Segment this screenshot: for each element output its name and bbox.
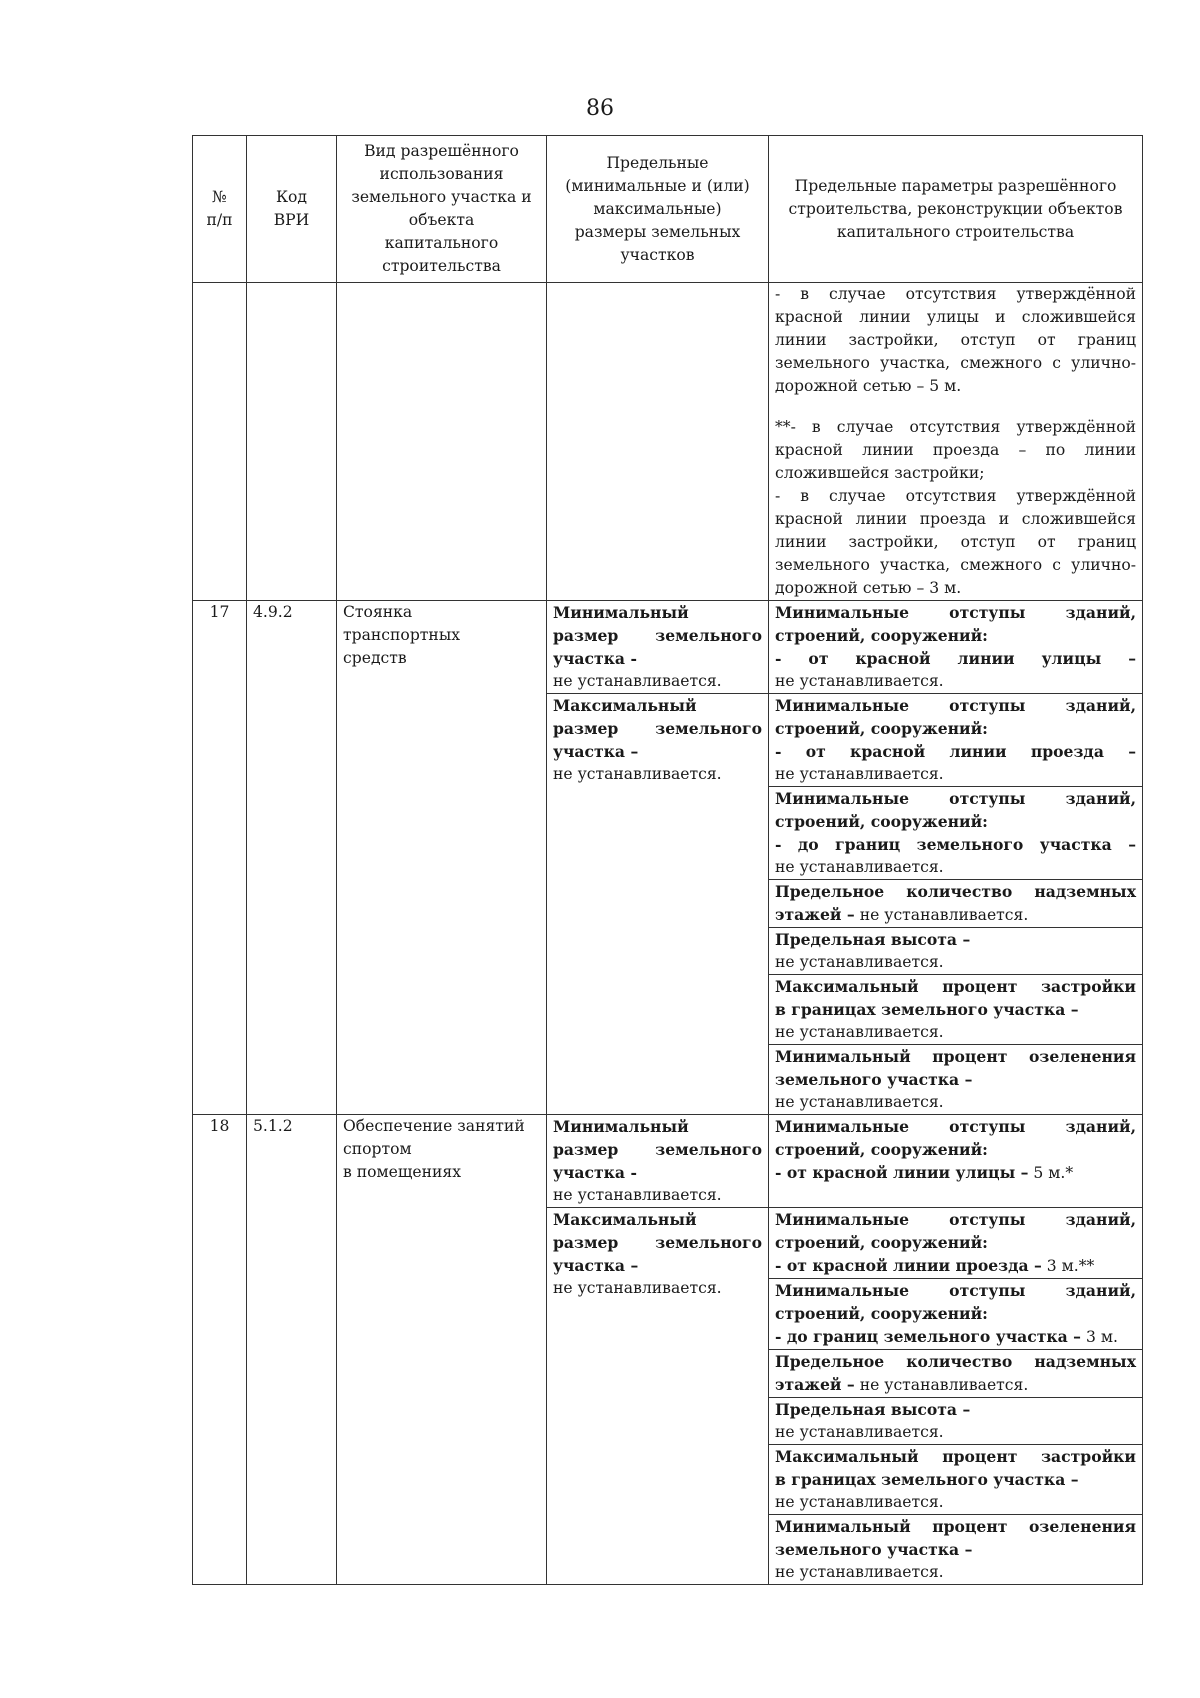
max-size-cell: Максимальный размер земельного участка – не устанавливается. (547, 694, 769, 1115)
page-number: 86 (586, 96, 614, 121)
param-cell: Минимальные отступы зданий, строений, сооружений: - от красной линии улицы – не устанавливается. (769, 601, 1143, 694)
table-header-row (193, 136, 1143, 283)
param-cell: Минимальные отступы зданий, строений, сооружений: - от красной линии улицы – 5 м.* (769, 1115, 1143, 1208)
continuation-row (193, 283, 1143, 601)
param-cell: Минимальные отступы зданий, строений, сооружений: - от красной линии проезда – 3 м.** (769, 1208, 1143, 1279)
header-use: Вид разрешённого использования земельного участка и объекта капитального строительства (337, 136, 547, 283)
row-num: 18 (193, 1115, 247, 1585)
row-num: 17 (193, 601, 247, 1115)
max-size-cell: Максимальный размер земельного участка – не устанавливается. (547, 1208, 769, 1585)
table-row (193, 601, 1143, 694)
param-cell: Минимальный процент озеленения земельного участка – не устанавливается. (769, 1515, 1143, 1585)
param-cell: Предельное количество надземных этажей – не устанавливается. (769, 1350, 1143, 1398)
row-use: Обеспечение занятий спортом в помещениях (337, 1115, 547, 1585)
param-cell: Минимальные отступы зданий, строений, сооружений: - до границ земельного участка – не устанавливается. (769, 787, 1143, 880)
regulations-table (192, 135, 1143, 1585)
param-cell: Максимальный процент застройки в границах земельного участка – не устанавливается. (769, 975, 1143, 1045)
row-code: 4.9.2 (247, 601, 337, 1115)
row-use: Стоянка транспортных средств (337, 601, 547, 1115)
param-cell: Минимальные отступы зданий, строений, сооружений: - до границ земельного участка – 3 м. (769, 1279, 1143, 1350)
param-cell: Максимальный процент застройки в границах земельного участка – не устанавливается. (769, 1445, 1143, 1515)
min-size-cell: Минимальный размер земельного участка - не устанавливается. (547, 1115, 769, 1208)
header-size: Предельные (минимальные и (или) максимальные) размеры земельных участков (547, 136, 769, 283)
param-cell: Минимальный процент озеленения земельного участка – не устанавливается. (769, 1045, 1143, 1115)
param-cell: Предельное количество надземных этажей – не устанавливается. (769, 880, 1143, 928)
param-cell: Минимальные отступы зданий, строений, сооружений: - от красной линии проезда – не устанавливается. (769, 694, 1143, 787)
header-code: Код ВРИ (247, 136, 337, 283)
min-size-cell: Минимальный размер земельного участка - не устанавливается. (547, 601, 769, 694)
param-cell: Предельная высота – не устанавливается. (769, 928, 1143, 975)
param-cell: Предельная высота – не устанавливается. (769, 1398, 1143, 1445)
header-params: Предельные параметры разрешённого строительства, реконструкции объектов капитального строительства (769, 136, 1143, 283)
continuation-note: - в случае отсутствия утверждённой красной линии улицы и сложившейся линии застройки, отступ от границ земельного участка, смежного с улично- дорожной сетью – 5 м. **- в случае отсутствия утверждённой красной линии проезда – по линии сложившейся застройки; - в случае отсутствия утверждённой красной линии проезда и сложившейся линии застройки, отступ от границ земельного участка, смежного с улично- дорожной сетью – 3 м. (769, 283, 1143, 601)
header-num: № п/п (193, 136, 247, 283)
row-code: 5.1.2 (247, 1115, 337, 1585)
table-row (193, 1115, 1143, 1208)
